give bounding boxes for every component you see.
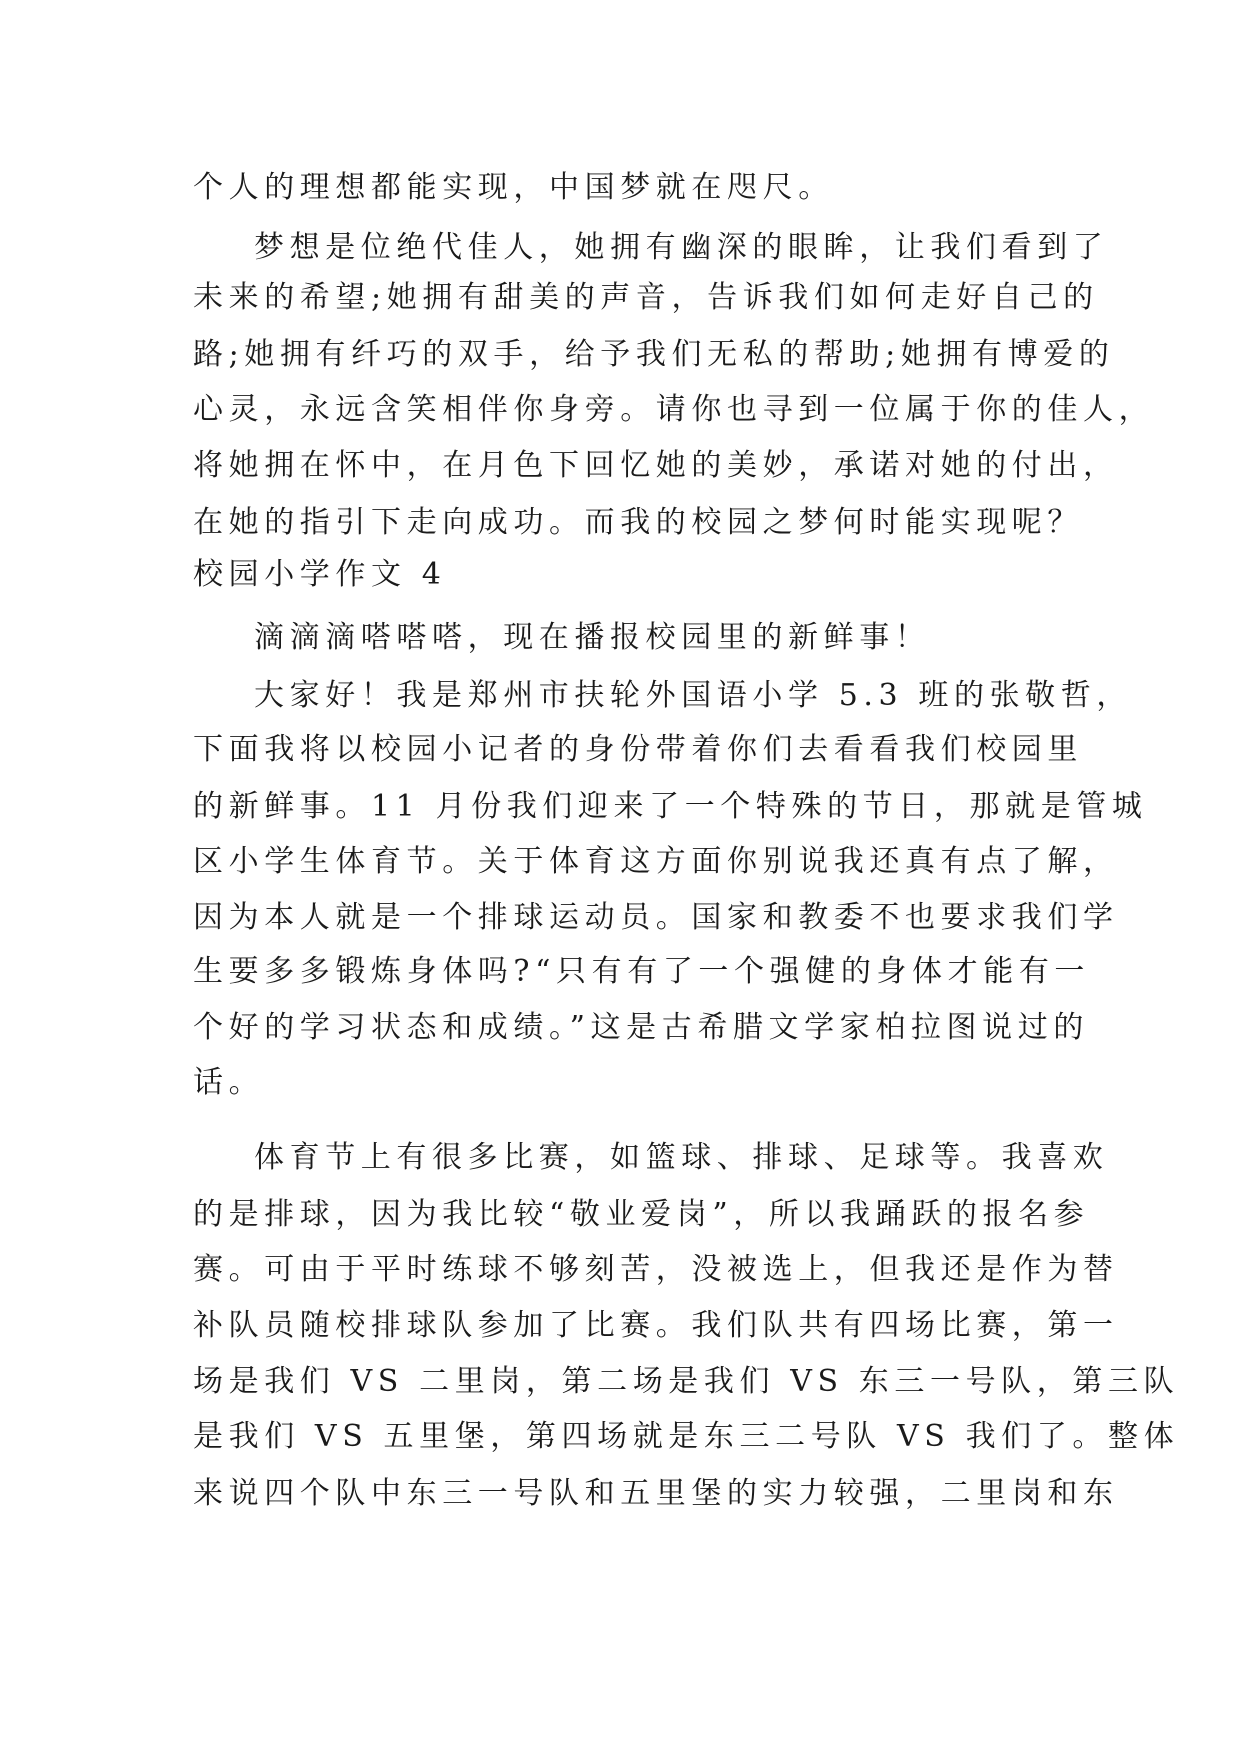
paragraph-line: 的是排球，因为我比较“敬业爱岗”，所以我踊跃的报名参 (193, 1197, 1090, 1232)
paragraph-line: 区小学生体育节。关于体育这方面你别说我还真有点了解， (193, 844, 1119, 879)
paragraph-line: 个人的理想都能实现，中国梦就在咫尺。 (193, 170, 834, 205)
paragraph-line: 生要多多锻炼身体吗?“只有有了一个强健的身体才能有一 (193, 954, 1091, 989)
paragraph-line: 滴滴滴嗒嗒嗒，现在播报校园里的新鲜事！ (254, 620, 931, 655)
paragraph-line: 是我们 VS 五里堡，第四场就是东三二号队 VS 我们了。整体 (193, 1419, 1180, 1454)
paragraph-line: 将她拥在怀中，在月色下回忆她的美妙，承诺对她的付出， (193, 448, 1119, 483)
paragraph-line: 体育节上有很多比赛，如篮球、排球、足球等。我喜欢 (254, 1140, 1109, 1175)
paragraph-line: 下面我将以校园小记者的身份带着你们去看看我们校园里 (193, 732, 1083, 767)
paragraph-line: 赛。可由于平时练球不够刻苦，没被选上，但我还是作为替 (193, 1252, 1119, 1287)
paragraph-line: 因为本人就是一个排球运动员。国家和教委不也要求我们学 (193, 900, 1119, 935)
paragraph-line: 个好的学习状态和成绩。”这是古希腊文学家柏拉图说过的 (193, 1010, 1089, 1045)
paragraph-line: 场是我们 VS 二里岗，第二场是我们 VS 东三一号队，第三队 (193, 1364, 1180, 1399)
paragraph-line: 话。 (193, 1065, 265, 1100)
paragraph-line: 大家好！我是郑州市扶轮外国语小学 5.3 班的张敬哲， (254, 678, 1132, 713)
paragraph-line: 补队员随校排球队参加了比赛。我们队共有四场比赛，第一 (193, 1308, 1119, 1343)
paragraph-line: 来说四个队中东三一号队和五里堡的实力较强，二里岗和东 (193, 1476, 1119, 1511)
section-heading: 校园小学作文 4 (193, 557, 447, 592)
paragraph-line: 在她的指引下走向成功。而我的校园之梦何时能实现呢？ (193, 505, 1083, 540)
paragraph-line: 路;她拥有纤巧的双手，给予我们无私的帮助;她拥有博爱的 (193, 337, 1115, 372)
paragraph-line: 的新鲜事。11 月份我们迎来了一个特殊的节日，那就是管城 (193, 789, 1148, 824)
paragraph-line: 未来的希望;她拥有甜美的声音，告诉我们如何走好自己的 (193, 280, 1099, 315)
paragraph-line: 梦想是位绝代佳人，她拥有幽深的眼眸，让我们看到了 (254, 230, 1109, 265)
paragraph-line: 心灵，永远含笑相伴你身旁。请你也寻到一位属于你的佳人， (193, 392, 1155, 427)
